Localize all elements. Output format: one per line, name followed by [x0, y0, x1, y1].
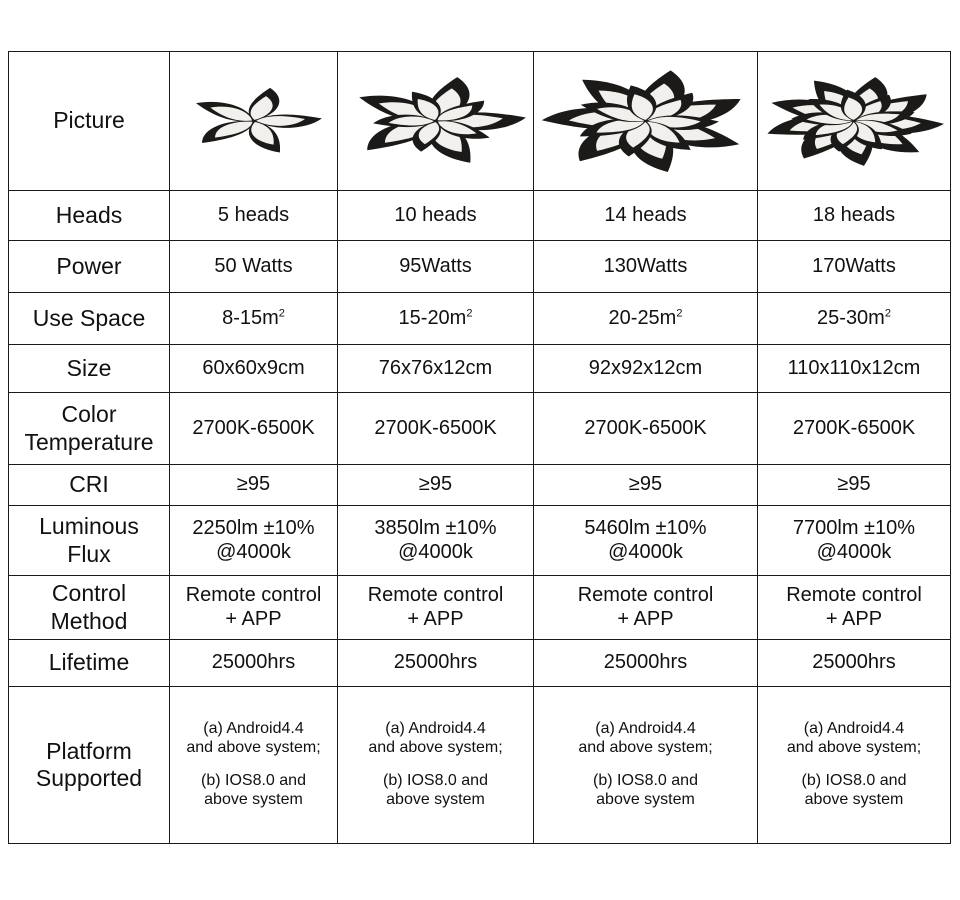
row-control-method: [9, 576, 951, 640]
lifetime-value: 25000hrs: [170, 640, 338, 687]
heads-value: 5 heads: [170, 191, 338, 241]
lamp-drawing: [342, 71, 530, 171]
control-method-value: Remote control + APP: [338, 576, 534, 640]
row-heads: [9, 191, 951, 241]
platform-android: (a) Android4.4 and above system;: [186, 720, 321, 757]
row-power: [9, 241, 951, 293]
color-temperature-value: 2700K-6500K: [758, 393, 951, 465]
row-platform-supported: [9, 687, 951, 844]
platform-value: [758, 687, 951, 844]
row-cri: [9, 465, 951, 506]
row-label-power: Power: [9, 241, 170, 293]
lifetime-value: 25000hrs: [338, 640, 534, 687]
lifetime-value: 25000hrs: [758, 640, 951, 687]
cri-value: ≥95: [338, 465, 534, 506]
row-label-color-temperature: Color Temperature: [9, 393, 170, 465]
cri-value: ≥95: [758, 465, 951, 506]
control-method-value: Remote control + APP: [758, 576, 951, 640]
power-value: 50 Watts: [170, 241, 338, 293]
luminous-flux-value: 5460lm ±10% @4000k: [534, 506, 758, 576]
row-label-picture: Picture: [9, 52, 170, 191]
platform-value: [534, 687, 758, 844]
lamp-drawing: [761, 69, 947, 173]
platform-android: (a) Android4.4 and above system;: [578, 720, 713, 757]
cri-value: ≥95: [170, 465, 338, 506]
size-value: 110x110x12cm: [758, 345, 951, 393]
lamp-image-4: [758, 52, 951, 191]
color-temperature-value: 2700K-6500K: [534, 393, 758, 465]
platform-android: (a) Android4.4 and above system;: [368, 720, 503, 757]
row-label-lifetime: Lifetime: [9, 640, 170, 687]
use-space-value: $25-30m^2$: [758, 293, 951, 345]
row-label-luminous-flux: Luminous Flux: [9, 506, 170, 576]
row-size: [9, 345, 951, 393]
lamp-drawing: [539, 69, 753, 173]
row-use-space: [9, 293, 951, 345]
lamp-image-1: [170, 52, 338, 191]
size-value: 60x60x9cm: [170, 345, 338, 393]
row-color-temperature: [9, 393, 951, 465]
size-value: 92x92x12cm: [534, 345, 758, 393]
lifetime-value: 25000hrs: [534, 640, 758, 687]
row-label-control-method: Control Method: [9, 576, 170, 640]
platform-ios: (b) IOS8.0 and above system: [801, 772, 907, 808]
power-value: 130Watts: [534, 241, 758, 293]
control-method-value: Remote control + APP: [170, 576, 338, 640]
power-value: 170Watts: [758, 241, 951, 293]
row-lifetime: [9, 640, 951, 687]
use-space-value: $15-20m^2$: [338, 293, 534, 345]
lamp-image-2: [338, 52, 534, 191]
platform-ios: (b) IOS8.0 and above system: [593, 772, 698, 808]
lamp-drawing: [179, 76, 329, 166]
row-label-heads: Heads: [9, 191, 170, 241]
color-temperature-value: 2700K-6500K: [338, 393, 534, 465]
row-label-cri: CRI: [9, 465, 170, 506]
platform-value: [170, 687, 338, 844]
luminous-flux-value: 2250lm ±10% @4000k: [170, 506, 338, 576]
platform-value: [338, 687, 534, 844]
platform-ios: (b) IOS8.0 and above system: [383, 772, 488, 808]
color-temperature-value: 2700K-6500K: [170, 393, 338, 465]
row-picture: [9, 52, 951, 191]
cri-value: ≥95: [534, 465, 758, 506]
row-label-use-space: Use Space: [9, 293, 170, 345]
use-space-value: $20-25m^2$: [534, 293, 758, 345]
row-label-size: Size: [9, 345, 170, 393]
heads-value: 18 heads: [758, 191, 951, 241]
heads-value: 14 heads: [534, 191, 758, 241]
use-space-value: $8-15m^2$: [170, 293, 338, 345]
row-label-platform-supported: Platform Supported: [9, 687, 170, 844]
platform-ios: (b) IOS8.0 and above system: [201, 772, 306, 808]
size-value: 76x76x12cm: [338, 345, 534, 393]
control-method-value: Remote control + APP: [534, 576, 758, 640]
luminous-flux-value: 7700lm ±10% @4000k: [758, 506, 951, 576]
lamp-image-3: [534, 52, 758, 191]
platform-android: (a) Android4.4 and above system;: [786, 720, 922, 757]
spec-table: [8, 51, 951, 844]
row-luminous-flux: [9, 506, 951, 576]
luminous-flux-value: 3850lm ±10% @4000k: [338, 506, 534, 576]
power-value: 95Watts: [338, 241, 534, 293]
heads-value: 10 heads: [338, 191, 534, 241]
